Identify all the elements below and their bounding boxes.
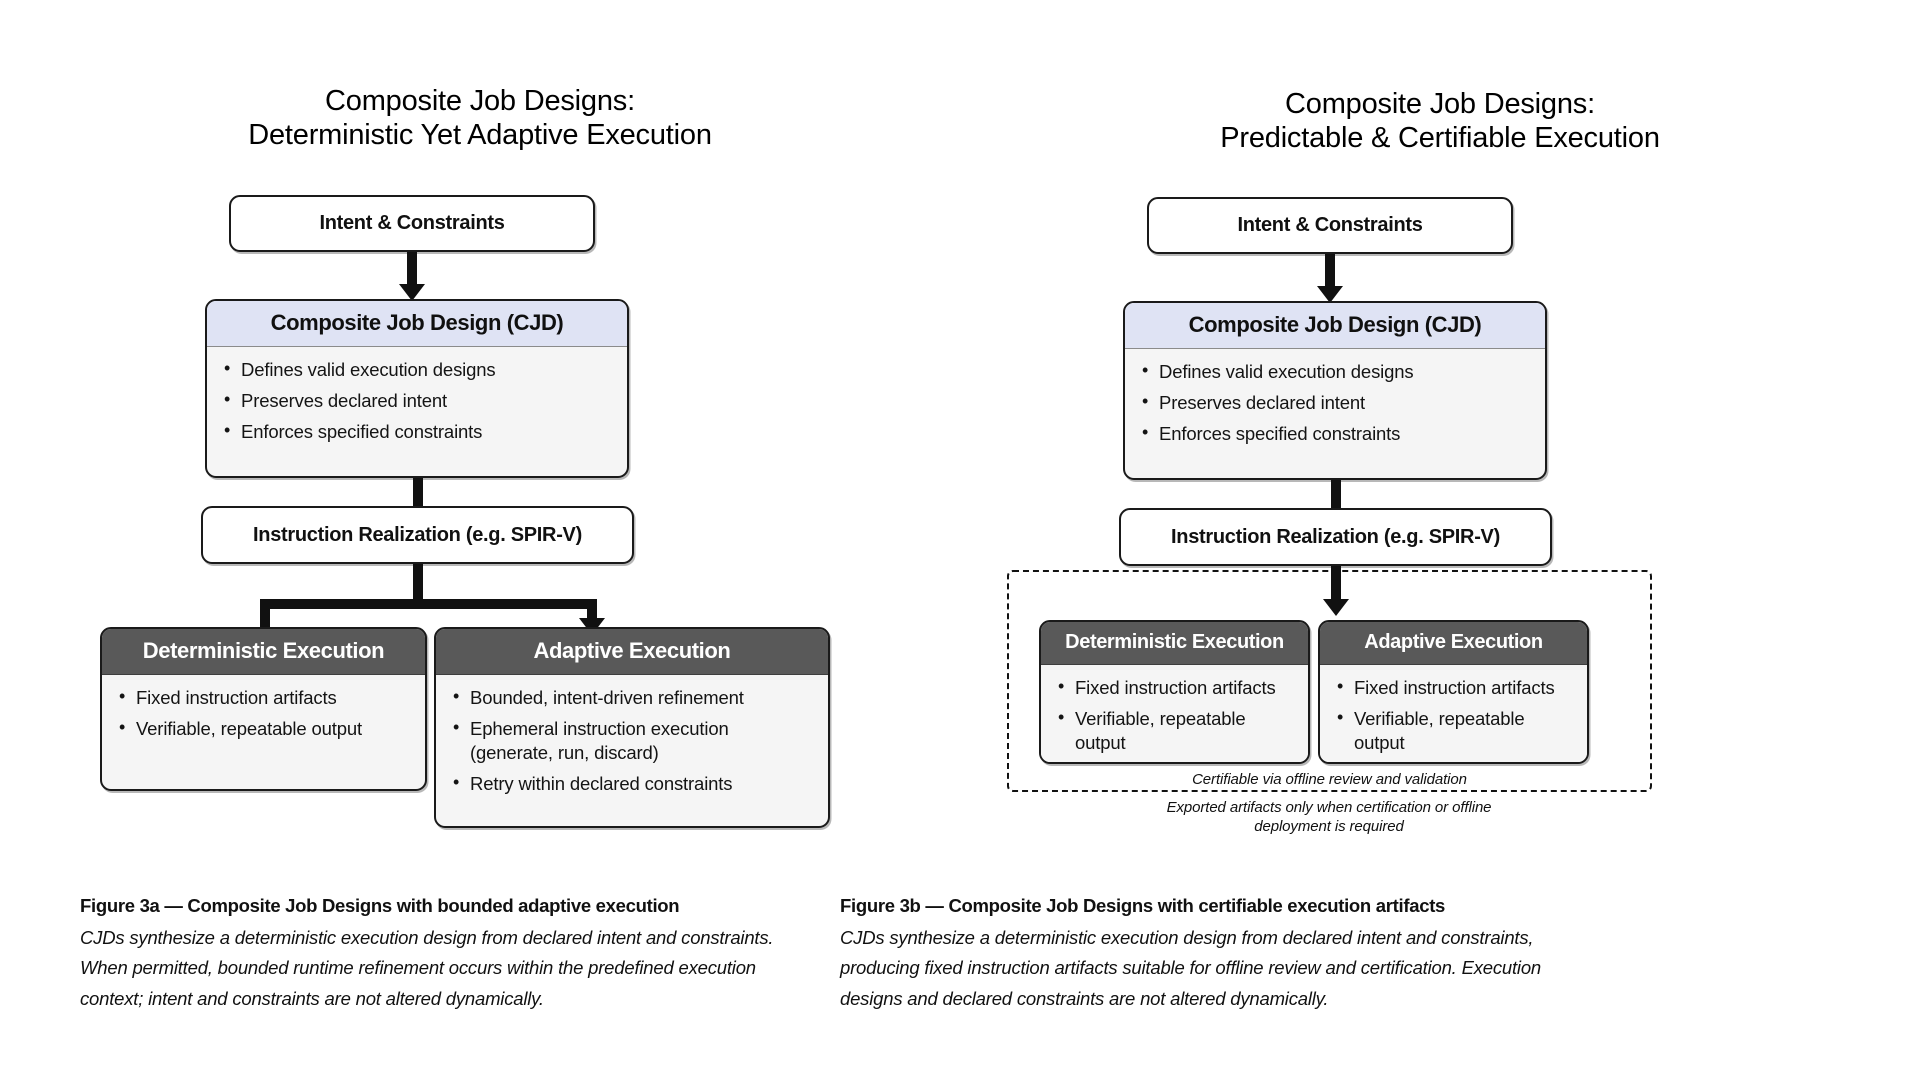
list-item: • Bounded, intent-driven refinement (470, 686, 816, 710)
arrow-intent-to-cjd-right-stem (1325, 254, 1335, 288)
list-item: • Preserves declared intent (1159, 391, 1533, 415)
node-intent-constraints-right[interactable] (1147, 197, 1513, 254)
card-adaptive-execution-right-header: Adaptive Execution (1320, 622, 1587, 665)
list-item: • Fixed instruction artifacts (136, 686, 413, 710)
list-item: • Enforces specified constraints (241, 420, 615, 444)
card-deterministic-execution-left-header: Deterministic Execution (102, 629, 425, 675)
list-item: • Retry within declared constraints (470, 772, 816, 796)
branch-left-horizontal-bar (260, 599, 597, 609)
figure-3a-title-line2: Deterministic Yet Adaptive Execution (248, 119, 712, 152)
figure-3b-caption-body: CJDs synthesize a deterministic execution design from declared intent and constraints, producing fixed instruction artifacts suitable for offline review and certification. Execution designs and declared constraints are not altered dynamically. (840, 926, 1542, 1009)
card-adaptive-execution-right-body (1320, 665, 1587, 764)
card-cjd-left[interactable] (205, 299, 629, 478)
arrow-intent-to-cjd-left-stem (407, 252, 417, 286)
figure-3b-title (960, 87, 1920, 155)
list-item: • Verifiable, repeatable output (136, 717, 413, 741)
node-intent-constraints-right-label: Intent & Constraints (1237, 214, 1423, 236)
node-instruction-realization-right-label: Instruction Realization (e.g. SPIR-V) (1171, 525, 1500, 548)
card-adaptive-execution-left-body (436, 675, 828, 808)
figure-3b-title-line2: Predictable & Certifiable Execution (1220, 122, 1660, 155)
certifiable-note: Certifiable via offline review and validation (1192, 771, 1467, 788)
arrow-realization-to-execution-right-stem (1331, 566, 1341, 603)
card-deterministic-left-bullet-list (114, 686, 413, 741)
node-instruction-realization-right[interactable] (1119, 508, 1552, 566)
figure-3b-caption (840, 891, 1560, 1014)
card-deterministic-execution-right-body (1041, 665, 1308, 764)
card-cjd-right-header: Composite Job Design (CJD) (1125, 303, 1545, 349)
card-cjd-left-body (207, 347, 627, 456)
list-item: • Defines valid execution designs (1159, 360, 1533, 384)
list-item: • Preserves declared intent (241, 389, 615, 413)
card-deterministic-execution-left-body (102, 675, 425, 753)
figure-3a-title-line1: Composite Job Designs: (325, 85, 635, 117)
card-adaptive-execution-right[interactable] (1318, 620, 1589, 764)
list-item: • Defines valid execution designs (241, 358, 615, 382)
figure-3b-title-line1: Composite Job Designs: (1285, 88, 1595, 120)
card-deterministic-execution-right[interactable] (1039, 620, 1310, 764)
list-item: • Ephemeral instruction execution (generate, run, discard) (470, 717, 816, 765)
card-adaptive-right-bullet-list (1332, 676, 1575, 755)
figure-3a-caption-title: Figure 3a — Composite Job Designs with bounded adaptive execution (80, 895, 680, 916)
card-cjd-right[interactable] (1123, 301, 1547, 480)
figure-3b-caption-title: Figure 3b — Composite Job Designs with certifiable execution artifacts (840, 895, 1446, 916)
list-item: • Verifiable, repeatable output (1354, 707, 1575, 755)
figure-3b (840, 0, 1920, 1080)
card-cjd-right-bullet-list (1137, 360, 1533, 446)
list-item: • Enforces specified constraints (1159, 422, 1533, 446)
card-adaptive-execution-left[interactable] (434, 627, 830, 828)
figure-3a-title (0, 84, 960, 152)
card-adaptive-execution-left-header: Adaptive Execution (436, 629, 828, 675)
arrow-realization-to-execution-right-head (1323, 599, 1349, 616)
card-adaptive-left-bullet-list (448, 686, 816, 796)
card-deterministic-execution-left[interactable] (100, 627, 427, 791)
node-instruction-realization-left[interactable] (201, 506, 634, 564)
list-item: • Fixed instruction artifacts (1075, 676, 1296, 700)
figure-3a-caption-body: CJDs synthesize a deterministic execution design from declared intent and constraints. When permitted, bounded runtime refinement occurs within the predefined execution context; intent and constraints are not altered dynamically. (80, 926, 774, 1009)
node-intent-constraints-left[interactable] (229, 195, 595, 252)
card-cjd-right-body (1125, 349, 1545, 458)
card-deterministic-right-bullet-list (1053, 676, 1296, 755)
node-intent-constraints-left-label: Intent & Constraints (319, 212, 505, 234)
card-cjd-left-header: Composite Job Design (CJD) (207, 301, 627, 347)
list-item: • Verifiable, repeatable output (1075, 707, 1296, 755)
card-deterministic-execution-right-header: Deterministic Execution (1041, 622, 1308, 665)
card-cjd-left-bullet-list (219, 358, 615, 444)
figure-3a-caption (80, 891, 780, 1014)
exported-artifacts-note: Exported artifacts only when certification or offline deployment is required (1124, 799, 1534, 837)
node-instruction-realization-left-label: Instruction Realization (e.g. SPIR-V) (253, 523, 582, 546)
list-item: • Fixed instruction artifacts (1354, 676, 1575, 700)
branch-left-down-adaptive-stem (587, 599, 597, 620)
